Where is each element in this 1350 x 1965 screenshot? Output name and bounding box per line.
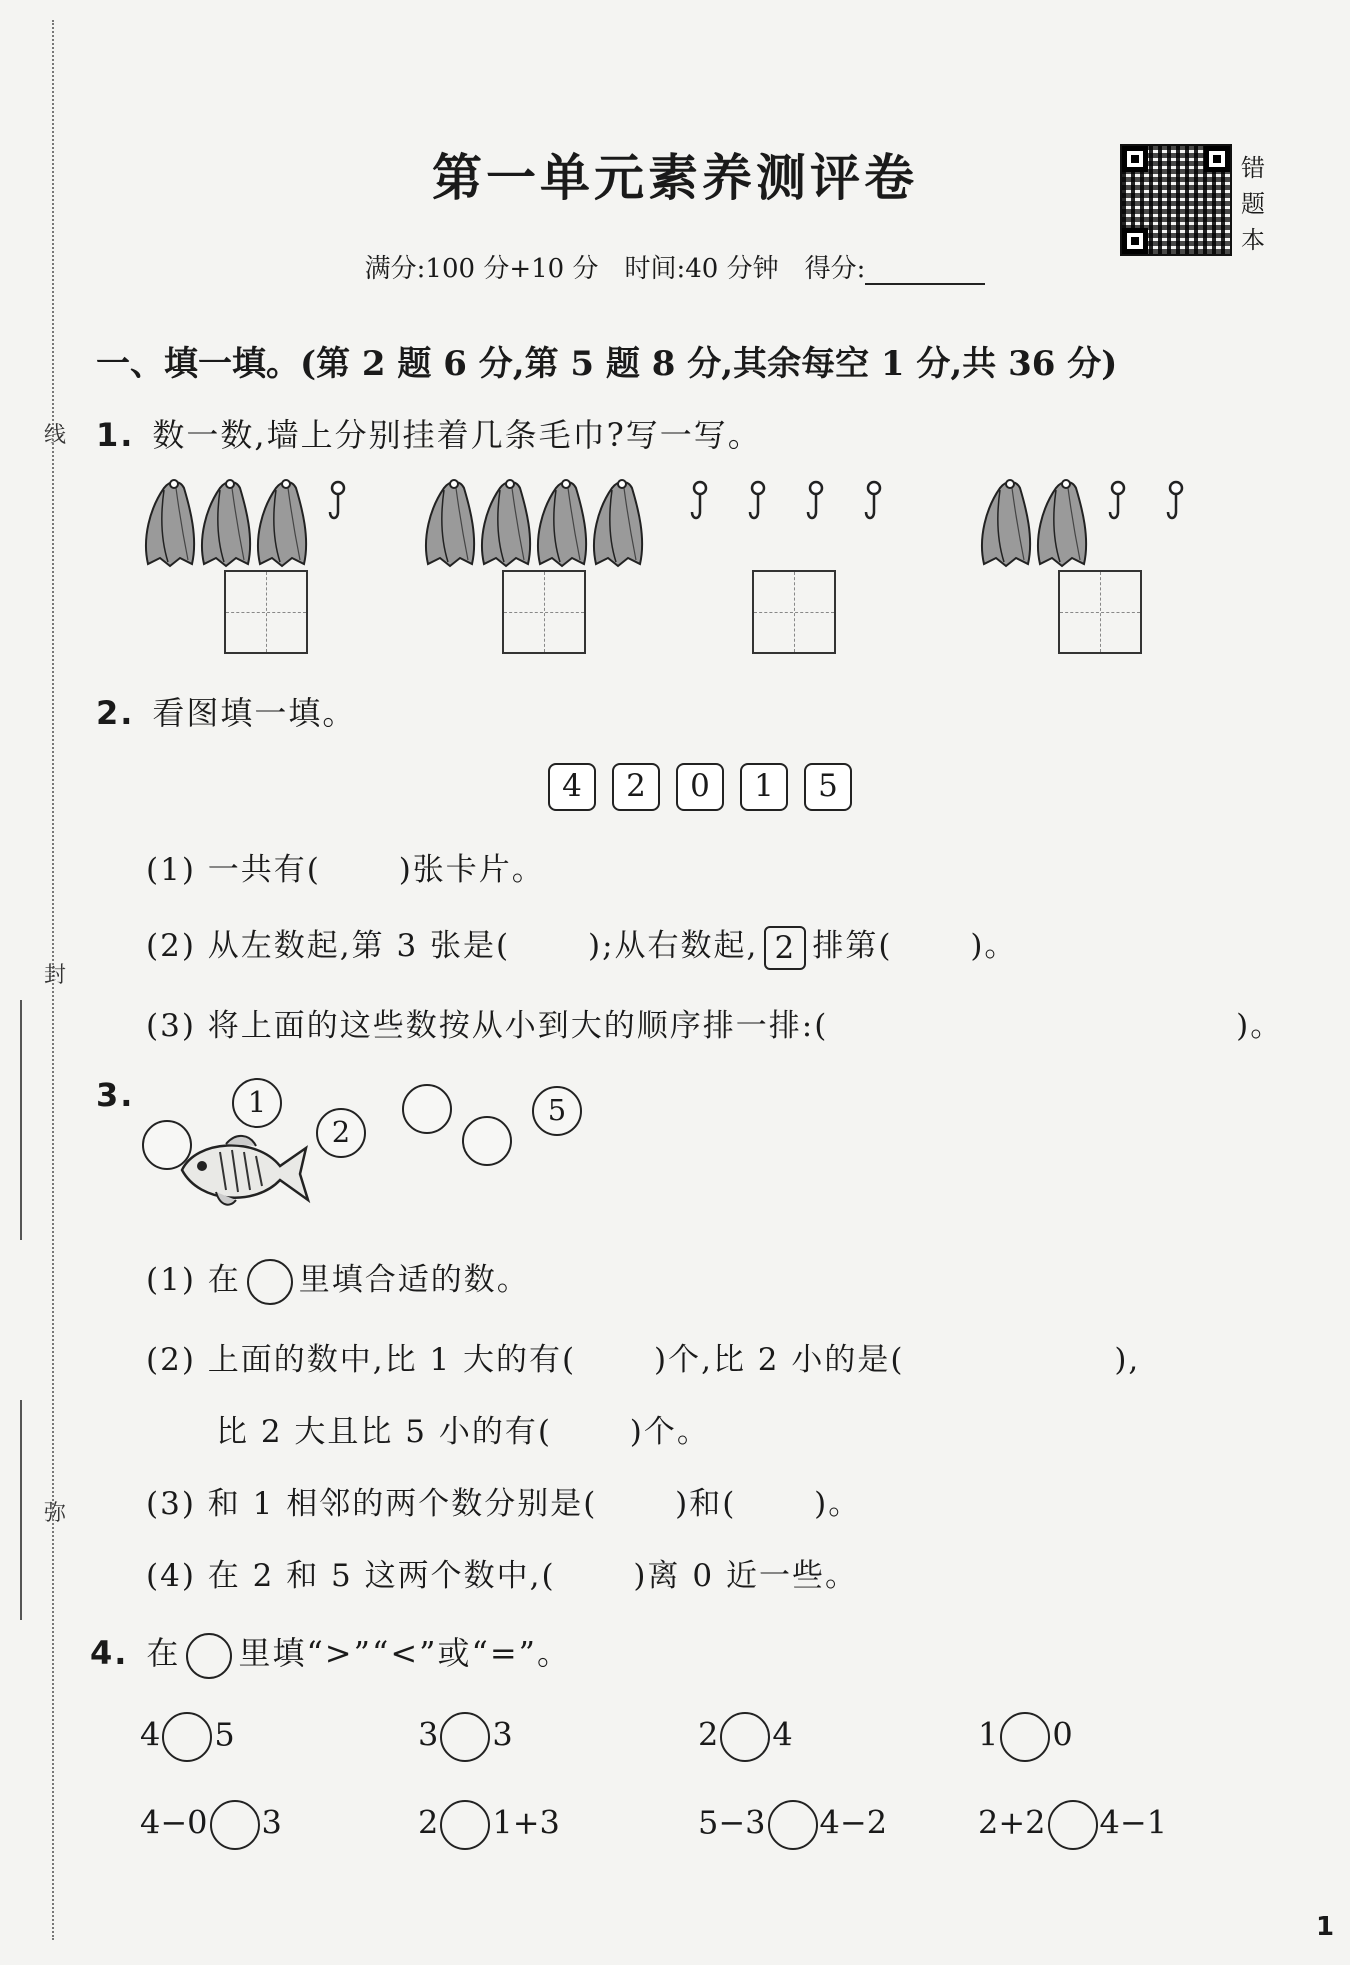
towels-illustration (130, 470, 1210, 570)
qr-label: 错 题 本 (1241, 154, 1265, 254)
number-card: 2 (612, 763, 660, 811)
answer-box[interactable] (1058, 570, 1142, 654)
question-3: 3. (96, 1076, 135, 1114)
margin-mark-seal2: 弥 (44, 1501, 67, 1526)
score-blank[interactable] (865, 263, 985, 285)
compare-item[interactable]: 4 5 (140, 1712, 235, 1762)
number-card: 1 (740, 763, 788, 811)
compare-item[interactable]: 2 4 (698, 1712, 793, 1762)
qr-code-icon[interactable] (1122, 146, 1230, 254)
answer-box[interactable] (502, 570, 586, 654)
inline-circle (247, 1259, 293, 1305)
compare-item[interactable]: 3 3 (418, 1712, 513, 1762)
compare-item[interactable]: 2+2 4−1 (978, 1800, 1167, 1850)
number-card: 4 (548, 763, 596, 811)
q3-sub1: (1) 在 里填合适的数。 (146, 1254, 530, 1305)
compare-circle (440, 1800, 490, 1850)
number-card: 5 (804, 763, 852, 811)
margin-mark-line: 线 (44, 423, 67, 448)
towel-group-4 (982, 480, 1182, 566)
compare-circle (1048, 1800, 1098, 1850)
towel-group-1 (146, 480, 344, 566)
question-1: 1. 数一数,墙上分别挂着几条毛巾?写一写。 (96, 416, 762, 454)
answer-box[interactable] (224, 570, 308, 654)
q3-sub4: (4) 在 2 和 5 这两个数中,( )离 0 近一些。 (146, 1558, 858, 1594)
inline-card: 2 (764, 926, 806, 970)
bubble-circle: 5 (532, 1086, 582, 1136)
bubble-circle: 2 (316, 1108, 366, 1158)
page-number: 1 (1316, 1912, 1335, 1942)
compare-circle (720, 1712, 770, 1762)
bubble-circle[interactable] (402, 1084, 452, 1134)
compare-item[interactable]: 1 0 (978, 1712, 1073, 1762)
compare-circle (440, 1712, 490, 1762)
answer-box[interactable] (752, 570, 836, 654)
inline-circle (186, 1633, 232, 1679)
compare-item[interactable]: 5−3 4−2 (698, 1800, 887, 1850)
margin-rule (20, 1400, 22, 1620)
q3-sub3: (3) 和 1 相邻的两个数分别是( )和( )。 (146, 1486, 862, 1522)
compare-circle (768, 1800, 818, 1850)
q2-sub3: (3) 将上面的这些数按从小到大的顺序排一排:( )。 (146, 1008, 1284, 1044)
q3-sub2-cont: 比 2 大且比 5 小的有( )个。 (216, 1414, 710, 1450)
question-4: 4. 在 里填“>”“<”或“=”。 (90, 1628, 571, 1679)
bubble-circle[interactable] (462, 1116, 512, 1166)
fish-icon (176, 1130, 312, 1212)
q2-sub2: (2) 从左数起,第 3 张是( );从右数起, 2 排第( )。 (146, 920, 1017, 970)
compare-circle (210, 1800, 260, 1850)
section-heading: 一、填一填。(第 2 题 6 分,第 5 题 8 分,其余每空 1 分,共 36 分) (96, 344, 1118, 384)
exam-meta: 满分:100 分+10 分 时间:40 分钟 得分: (0, 248, 1350, 285)
page-title: 第一单元素养测评卷 (432, 148, 918, 207)
compare-item[interactable]: 2 1+3 (418, 1800, 560, 1850)
q3-sub2: (2) 上面的数中,比 1 大的有( )个,比 2 小的是( ), (146, 1342, 1141, 1378)
compare-item[interactable]: 4−0 3 (140, 1800, 282, 1850)
number-card: 0 (676, 763, 724, 811)
margin-mark-seal: 封 (44, 963, 67, 988)
compare-circle (1000, 1712, 1050, 1762)
q2-sub1: (1) 一共有( )张卡片。 (146, 852, 545, 888)
towel-group-2 (426, 480, 642, 566)
compare-circle (162, 1712, 212, 1762)
bubble-circle: 1 (232, 1078, 282, 1128)
margin-rule (20, 1000, 22, 1240)
hook-group-3 (692, 482, 880, 518)
question-2: 2. 看图填一填。 (96, 694, 357, 732)
